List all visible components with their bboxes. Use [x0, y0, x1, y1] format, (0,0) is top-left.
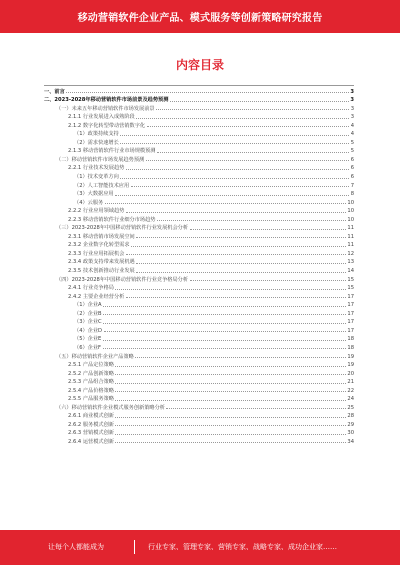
toc-leader-dots: [131, 246, 346, 247]
footer-slogan-right: 行业专家、管理专家、营销专家、战略专家、成功企业家……: [148, 543, 337, 551]
toc-entry-label: 2.1.2 数字化转型带动营销数字化: [68, 122, 146, 129]
toc-leader-dots: [115, 425, 345, 426]
toc-entry-label: （二）移动营销软件市场发展趋势预测: [56, 156, 145, 163]
toc-entry-page: 5: [350, 139, 354, 146]
toc-leader-dots: [66, 92, 349, 93]
toc-leader-dots: [166, 408, 345, 409]
toc-leader-dots: [136, 263, 346, 264]
toc-entry-page: 8: [350, 191, 354, 198]
toc-entry[interactable]: [44, 146, 354, 155]
toc-entry[interactable]: [44, 265, 354, 274]
toc-entry-page: 24: [347, 396, 354, 403]
toc-leader-dots: [120, 178, 349, 179]
toc-entry[interactable]: [44, 231, 354, 240]
toc-entry[interactable]: [44, 325, 354, 334]
toc-entry-page: 25: [347, 404, 354, 411]
toc-entry-page: 3: [350, 88, 354, 95]
toc-entry[interactable]: [44, 351, 354, 360]
toc-entry[interactable]: [44, 120, 354, 129]
toc-leader-dots: [136, 237, 346, 238]
toc-entry-page: 4: [350, 131, 354, 138]
toc-entry-page: 6: [350, 165, 354, 172]
toc-entry[interactable]: [44, 402, 354, 411]
toc-leader-dots: [103, 340, 346, 341]
toc-leader-dots: [120, 143, 349, 144]
toc-leader-dots: [136, 118, 349, 119]
toc-leader-dots: [157, 152, 349, 153]
toc-entry-label: （4）云服务: [74, 199, 104, 206]
toc-leader-dots: [103, 323, 346, 324]
toc-entry[interactable]: [44, 342, 354, 351]
table-of-contents: [44, 86, 354, 445]
toc-entry[interactable]: [44, 411, 354, 420]
toc-entry-page: 10: [347, 216, 354, 223]
toc-leader-dots: [131, 186, 350, 187]
toc-entry-label: （2）人工智能技术应用: [74, 182, 130, 189]
toc-entry-label: 2.6.1 商业模式创新: [68, 413, 114, 420]
toc-leader-dots: [104, 331, 346, 332]
toc-entry-page: 3: [350, 97, 354, 104]
toc-leader-dots: [136, 272, 346, 273]
toc-entry[interactable]: [44, 283, 354, 292]
toc-entry-page: 17: [347, 327, 354, 334]
toc-leader-dots: [147, 126, 350, 127]
toc-leader-dots: [103, 314, 346, 315]
toc-entry-page: 19: [347, 353, 354, 360]
toc-entry-page: 13: [347, 259, 354, 266]
toc-entry[interactable]: [44, 300, 354, 309]
toc-entry[interactable]: [44, 154, 354, 163]
toc-entry[interactable]: [44, 189, 354, 198]
toc-entry-label: 2.5.4 产品价格策略: [68, 387, 114, 394]
toc-entry-page: 14: [347, 268, 354, 275]
toc-entry-label: （3）大数据应用: [74, 191, 114, 198]
toc-entry-label: （3）企业C: [74, 319, 102, 326]
toc-entry[interactable]: [44, 171, 354, 180]
toc-entry[interactable]: [44, 197, 354, 206]
toc-leader-dots: [126, 169, 349, 170]
toc-entry[interactable]: [44, 419, 354, 428]
toc-entry-page: 11: [347, 225, 354, 232]
toc-entry-label: （1）企业A: [74, 302, 102, 309]
toc-leader-dots: [115, 383, 345, 384]
toc-entry-label: （1）政策持续支持: [74, 131, 119, 138]
toc-entry-label: （4）企业D: [74, 327, 103, 334]
toc-entry-page: 4: [350, 122, 354, 129]
toc-entry-label: （5）企业E: [74, 336, 102, 343]
toc-leader-dots: [115, 442, 345, 443]
toc-entry-label: 2.5.5 产品服务策略: [68, 396, 114, 403]
toc-entry-label: 2.4.1 行业竞争格局: [68, 285, 114, 292]
toc-entry[interactable]: [44, 223, 354, 232]
toc-leader-dots: [103, 306, 346, 307]
toc-entry[interactable]: [44, 317, 354, 326]
toc-entry[interactable]: [44, 291, 354, 300]
toc-entry-page: 3: [350, 114, 354, 121]
toc-entry-page: 21: [347, 379, 354, 386]
footer-bar: [0, 530, 400, 565]
toc-entry-page: 15: [347, 285, 354, 292]
toc-leader-dots: [115, 374, 345, 375]
toc-leader-dots: [146, 160, 349, 161]
footer-divider: [134, 540, 135, 554]
toc-entry[interactable]: [44, 103, 354, 112]
report-header-bar: [0, 0, 400, 33]
toc-leader-dots: [157, 220, 346, 221]
toc-entry-label: 2.5.1 产品定位策略: [68, 362, 114, 369]
toc-entry-label: 2.3.2 企业数字化转型需求: [68, 242, 130, 249]
toc-entry-page: 10: [347, 199, 354, 206]
toc-entry-page: 15: [347, 276, 354, 283]
toc-entry[interactable]: [44, 95, 354, 104]
toc-entry[interactable]: [44, 360, 354, 369]
toc-entry-page: 5: [350, 148, 354, 155]
toc-entry-label: 2.2.3 移动营销软件行业细分市场趋势: [68, 216, 156, 223]
toc-entry-label: （1）技术变革方向: [74, 174, 119, 181]
toc-entry-label: （6）企业F: [74, 344, 102, 351]
toc-entry-page: 10: [347, 208, 354, 215]
toc-entry-label: （三）2023-2028年中国移动营销软件行业发展机会分析: [56, 225, 189, 232]
toc-entry[interactable]: [44, 274, 354, 283]
toc-entry-label: （一）未来五年移动营销软件市场发展前景: [56, 105, 155, 112]
toc-entry-label: 一、前言: [44, 88, 65, 95]
footer-slogan-left: 让每个人都能成为: [48, 543, 104, 551]
toc-entry[interactable]: [44, 436, 354, 445]
toc-entry-page: 12: [347, 250, 354, 257]
toc-entry-page: 18: [347, 344, 354, 351]
toc-leader-dots: [126, 254, 346, 255]
toc-leader-dots: [126, 297, 346, 298]
toc-entry[interactable]: [44, 240, 354, 249]
toc-leader-dots: [103, 348, 346, 349]
toc-entry[interactable]: [44, 377, 354, 386]
toc-entry-label: （2）企业B: [74, 310, 102, 317]
toc-entry-page: 20: [347, 370, 354, 377]
toc-leader-dots: [115, 195, 349, 196]
toc-entry[interactable]: [44, 180, 354, 189]
toc-entry-label: 2.5.3 产品组合策略: [68, 379, 114, 386]
toc-entry-page: 22: [347, 387, 354, 394]
toc-entry-page: 17: [347, 302, 354, 309]
toc-entry-page: 11: [347, 242, 354, 249]
toc-entry-label: 2.6.2 服务模式创新: [68, 421, 114, 428]
toc-entry[interactable]: [44, 308, 354, 317]
toc-entry-page: 34: [347, 438, 354, 445]
toc-leader-dots: [115, 434, 345, 435]
toc-entry[interactable]: [44, 112, 354, 121]
toc-entry-label: （四）2023-2028年中国移动营销软件行业竞争格局分析: [56, 276, 189, 283]
toc-heading: 内容目录: [175, 58, 224, 72]
toc-entry-page: 17: [347, 319, 354, 326]
toc-leader-dots: [105, 203, 346, 204]
toc-entry-label: 2.5.2 产品创新策略: [68, 370, 114, 377]
toc-leader-dots: [115, 417, 345, 418]
toc-entry[interactable]: [44, 137, 354, 146]
toc-leader-dots: [115, 400, 345, 401]
toc-entry[interactable]: [44, 334, 354, 343]
toc-entry-label: （五）移动营销软件企业产品策略: [56, 353, 134, 360]
toc-entry-label: 2.2.1 行业技术发展趋势: [68, 165, 125, 172]
toc-entry-page: 6: [350, 156, 354, 163]
toc-entry-label: 2.3.4 政策支持带来发展机遇: [68, 259, 135, 266]
toc-entry[interactable]: [44, 394, 354, 403]
toc-entry[interactable]: [44, 129, 354, 138]
toc-entry[interactable]: [44, 368, 354, 377]
toc-entry-page: 11: [347, 233, 354, 240]
toc-leader-dots: [115, 289, 345, 290]
toc-entry[interactable]: [44, 428, 354, 437]
toc-entry[interactable]: [44, 257, 354, 266]
toc-entry-page: 17: [347, 293, 354, 300]
toc-entry-label: 2.6.3 营销模式创新: [68, 430, 114, 437]
toc-entry-label: 2.1.1 行业发展进入成熟阶段: [68, 114, 135, 121]
toc-leader-dots: [156, 109, 349, 110]
toc-entry-page: 3: [350, 105, 354, 112]
toc-leader-dots: [190, 229, 346, 230]
toc-entry-label: 2.1.3 移动营销软件行业市场规模预测: [68, 148, 156, 155]
toc-entry-page: 18: [347, 336, 354, 343]
toc-entry-label: 2.3.5 技术创新推动行业发展: [68, 268, 135, 275]
toc-entry[interactable]: [44, 163, 354, 172]
toc-leader-dots: [115, 366, 345, 367]
toc-entry-label: 2.4.2 主要企业经营分析: [68, 293, 125, 300]
toc-entry[interactable]: [44, 214, 354, 223]
toc-leader-dots: [190, 280, 346, 281]
toc-entry-label: 二、2023-2028年移动营销软件市场前景及趋势预测: [44, 97, 169, 104]
toc-leader-dots: [115, 391, 345, 392]
toc-entry-page: 17: [347, 310, 354, 317]
toc-entry-label: 2.6.4 运营模式创新: [68, 438, 114, 445]
toc-leader-dots: [120, 135, 349, 136]
toc-leader-dots: [170, 101, 349, 102]
toc-entry[interactable]: [44, 86, 354, 95]
toc-entry-page: 29: [347, 421, 354, 428]
toc-entry-label: 2.3.3 行业应用拓展机会: [68, 250, 125, 257]
toc-leader-dots: [126, 212, 346, 213]
toc-entry-page: 6: [350, 174, 354, 181]
toc-entry-page: 19: [347, 362, 354, 369]
toc-entry-label: （2）需求快速增长: [74, 139, 119, 146]
toc-entry-page: 7: [350, 182, 354, 189]
toc-leader-dots: [135, 357, 346, 358]
toc-entry[interactable]: [44, 248, 354, 257]
toc-entry-label: 2.2.2 行业应用领域趋势: [68, 208, 125, 215]
report-title: 移动营销软件企业产品、模式服务等创新策略研究报告: [77, 13, 323, 24]
toc-entry[interactable]: [44, 206, 354, 215]
toc-entry-page: 30: [347, 430, 354, 437]
toc-entry-page: 28: [347, 413, 354, 420]
toc-entry[interactable]: [44, 385, 354, 394]
toc-entry-label: （六）移动营销软件企业模式服务创新策略分析: [56, 404, 165, 411]
toc-entry-label: 2.3.1 移动营销市场发展空间: [68, 233, 135, 240]
